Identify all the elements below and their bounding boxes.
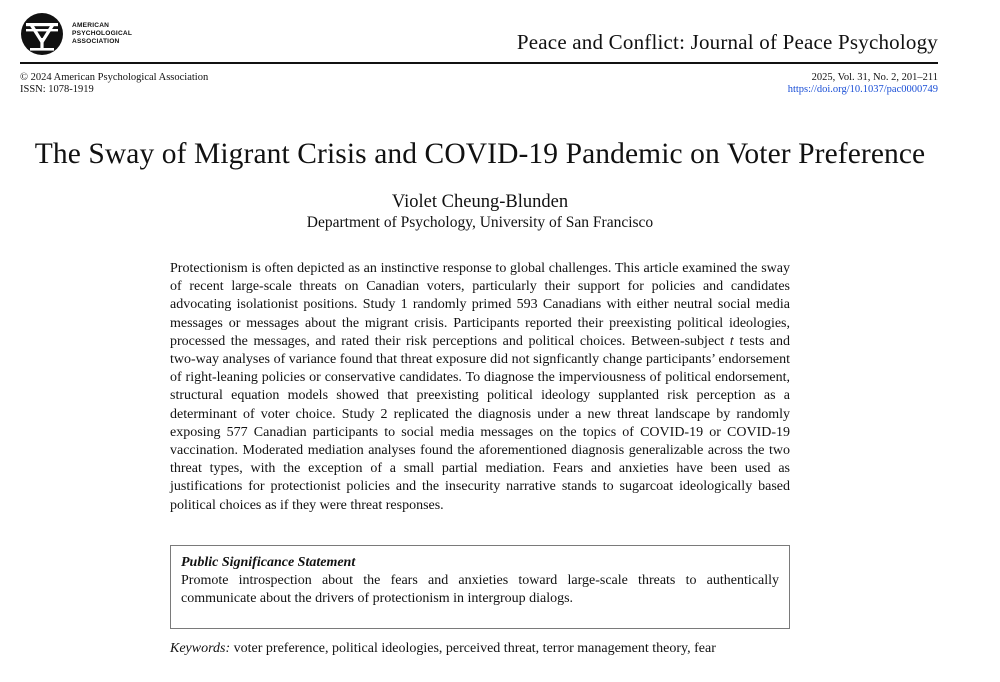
- copyright-notice: © 2024 American Psychological Association: [20, 72, 209, 83]
- significance-text: Promote introspection about the fears and anxieties toward large-scale threats to authentically communicate about the drivers of protectionism in intergroup dialogs.: [181, 573, 779, 607]
- abstract-italic-t: t: [729, 333, 734, 349]
- citation: 2025, Vol. 31, No. 2, 201–211: [811, 72, 938, 83]
- significance-heading: Public Significance Statement: [181, 555, 356, 570]
- author-affiliation: Department of Psychology, University of San Francisco: [306, 214, 654, 231]
- public-significance-box: [170, 545, 790, 629]
- article-title: The Sway of Migrant Crisis and COVID-19 Pandemic on Voter Preference: [34, 138, 926, 170]
- keywords-label: Keywords:: [170, 641, 231, 656]
- keywords-list: voter preference, political ideologies, perceived threat, terror management theory, fear: [233, 641, 716, 656]
- abstract-part: tests and two-way analyses of variance found that threat exposure did not signficantly change participants’ endorsement of right-leaning policies or conservative candidates. To diagnose the imperviousness of political endorsement, structural equation models showed that preexisting political ideology supplanted risk perception as a determinant of voter choice. Study 2 replicated the diagnosis under a new threat landscape by randomly exposing 577 Canadian participants to social media messages on the topics of COVID-19 or COVID-19 vaccination. Moderated mediation analyses found the aforementioned diagnosis generalizable across the two threat types, with the exception of a small partial mediation. Fears and anxieties have been used as justifications for protectionist policies and the insecurity narrative stands to sugarcoat ideologically based political choices as if they were threat responses.: [170, 333, 790, 513]
- abstract-part: Protectionism is often depicted as an instinctive response to global challenges. This article examined the sway of recent large-scale threats on Canadian voters, particularly their support for policies and candidates advocating isolationist positions. Study 1 randomly primed 593 Canadians with either neutral social media messages or messages about the migrant crisis. Participants reported their preexisting political ideologies, processed the messages, and rated their risk perceptions and political choices. Between-subject: [170, 261, 790, 349]
- publisher-line: PSYCHOLOGICAL: [72, 30, 133, 38]
- copyright-block: [20, 72, 208, 95]
- apa-logo-icon: [20, 12, 64, 56]
- keywords: [170, 640, 716, 658]
- publisher-line: AMERICAN: [72, 22, 110, 29]
- author-name: Violet Cheung-Blunden: [391, 192, 569, 212]
- header-divider: [20, 62, 938, 64]
- publisher-line: ASSOCIATION: [72, 38, 120, 46]
- citation-block: [788, 72, 938, 95]
- publisher-name: [72, 22, 132, 47]
- issn: ISSN: 1078-1919: [20, 83, 94, 95]
- abstract-text: [170, 260, 790, 515]
- journal-header: [20, 8, 938, 64]
- doi-link[interactable]: https://doi.org/10.1037/pac0000749: [787, 83, 938, 95]
- journal-title: Peace and Conflict: Journal of Peace Psychology: [516, 30, 938, 54]
- abstract: [170, 260, 790, 515]
